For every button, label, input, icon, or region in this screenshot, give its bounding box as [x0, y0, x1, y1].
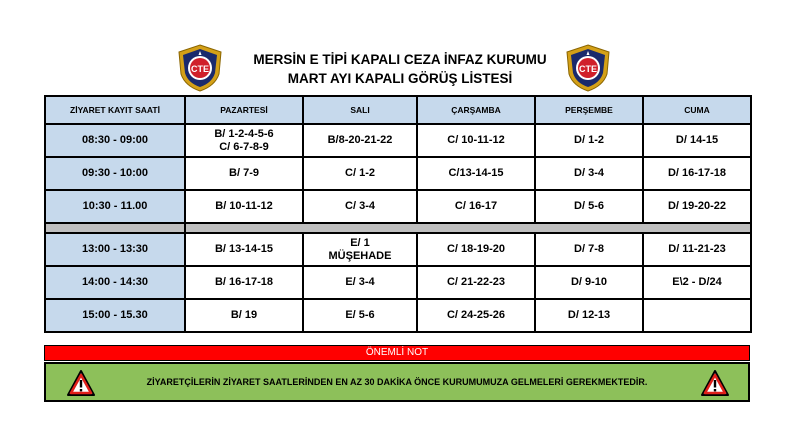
table-row: [45, 124, 751, 157]
schedule-cell: D/ 12-13: [535, 299, 643, 332]
warning-banner: [44, 362, 750, 402]
column-header: SALI: [303, 96, 417, 124]
schedule-cell: [643, 299, 751, 332]
page-subtitle: MART AYI KAPALI GÖRÜŞ LİSTESİ: [287, 71, 513, 86]
schedule-cell: B/ 19: [185, 299, 303, 332]
separator-cell: [45, 223, 185, 233]
time-slot-cell: 14:00 - 14:30: [45, 266, 185, 299]
schedule-cell: D/ 14-15: [643, 124, 751, 157]
break-separator-row: [45, 223, 751, 233]
table-row: [45, 157, 751, 190]
schedule-cell: C/13-14-15: [417, 157, 535, 190]
schedule-cell: B/ 10-11-12: [185, 190, 303, 223]
time-slot-cell: 10:30 - 11.00: [45, 190, 185, 223]
schedule-cell: C/ 1-2: [303, 157, 417, 190]
logo-text: CTE: [579, 64, 597, 74]
time-slot-cell: 08:30 - 09:00: [45, 124, 185, 157]
column-header: ZİYARET KAYIT SAATİ: [45, 96, 185, 124]
warning-triangle-icon: [66, 369, 96, 397]
time-slot-cell: 15:00 - 15.30: [45, 299, 185, 332]
important-note-label: ÖNEMLİ NOT: [44, 345, 750, 361]
schedule-cell: C/ 18-19-20: [417, 233, 535, 266]
shield-emblem-icon: [177, 44, 223, 92]
schedule-cell: E\2 - D/24: [643, 266, 751, 299]
schedule-cell: D/ 9-10: [535, 266, 643, 299]
schedule-cell: D/ 19-20-22: [643, 190, 751, 223]
schedule-cell: E/ 3-4: [303, 266, 417, 299]
schedule-cell: B/ 13-14-15: [185, 233, 303, 266]
schedule-cell: E/ 5-6: [303, 299, 417, 332]
schedule-cell: D/ 3-4: [535, 157, 643, 190]
schedule-cell: C/ 3-4: [303, 190, 417, 223]
warning-triangle-icon: [700, 369, 730, 397]
visit-schedule-table: [44, 95, 752, 333]
schedule-cell: C/ 21-22-23: [417, 266, 535, 299]
schedule-cell: B/ 16-17-18: [185, 266, 303, 299]
schedule-cell: C/ 24-25-26: [417, 299, 535, 332]
table-row: [45, 299, 751, 332]
schedule-cell: D/ 16-17-18: [643, 157, 751, 190]
table-row: [45, 233, 751, 266]
schedule-cell: C/ 10-11-12: [417, 124, 535, 157]
schedule-cell: D/ 1-2: [535, 124, 643, 157]
schedule-cell: B/ 7-9: [185, 157, 303, 190]
separator-cell: [185, 223, 751, 233]
schedule-cell: C/ 16-17: [417, 190, 535, 223]
page-title: MERSİN E TİPİ KAPALI CEZA İNFAZ KURUMU: [253, 52, 547, 67]
time-slot-cell: 13:00 - 13:30: [45, 233, 185, 266]
schedule-cell: E/ 1 MÜŞEHADE: [303, 233, 417, 266]
logo-text: CTE: [191, 64, 209, 74]
schedule-cell: D/ 5-6: [535, 190, 643, 223]
table-row: [45, 266, 751, 299]
column-header: PERŞEMBE: [535, 96, 643, 124]
column-header: PAZARTESİ: [185, 96, 303, 124]
table-header-row: [45, 96, 751, 124]
shield-emblem-icon: [565, 44, 611, 92]
time-slot-cell: 09:30 - 10:00: [45, 157, 185, 190]
warning-message: ZİYARETÇİLERİN ZİYARET SAATLERİNDEN EN AZ 30 DAKİKA ÖNCE KURUMUMUZA GELMELERİ GEREKMEKTEDİR.: [146, 377, 648, 387]
schedule-cell: B/8-20-21-22: [303, 124, 417, 157]
column-header: CUMA: [643, 96, 751, 124]
schedule-cell: D/ 11-21-23: [643, 233, 751, 266]
schedule-cell: B/ 1-2-4-5-6 C/ 6-7-8-9: [185, 124, 303, 157]
table-row: [45, 190, 751, 223]
schedule-cell: D/ 7-8: [535, 233, 643, 266]
column-header: ÇARŞAMBA: [417, 96, 535, 124]
